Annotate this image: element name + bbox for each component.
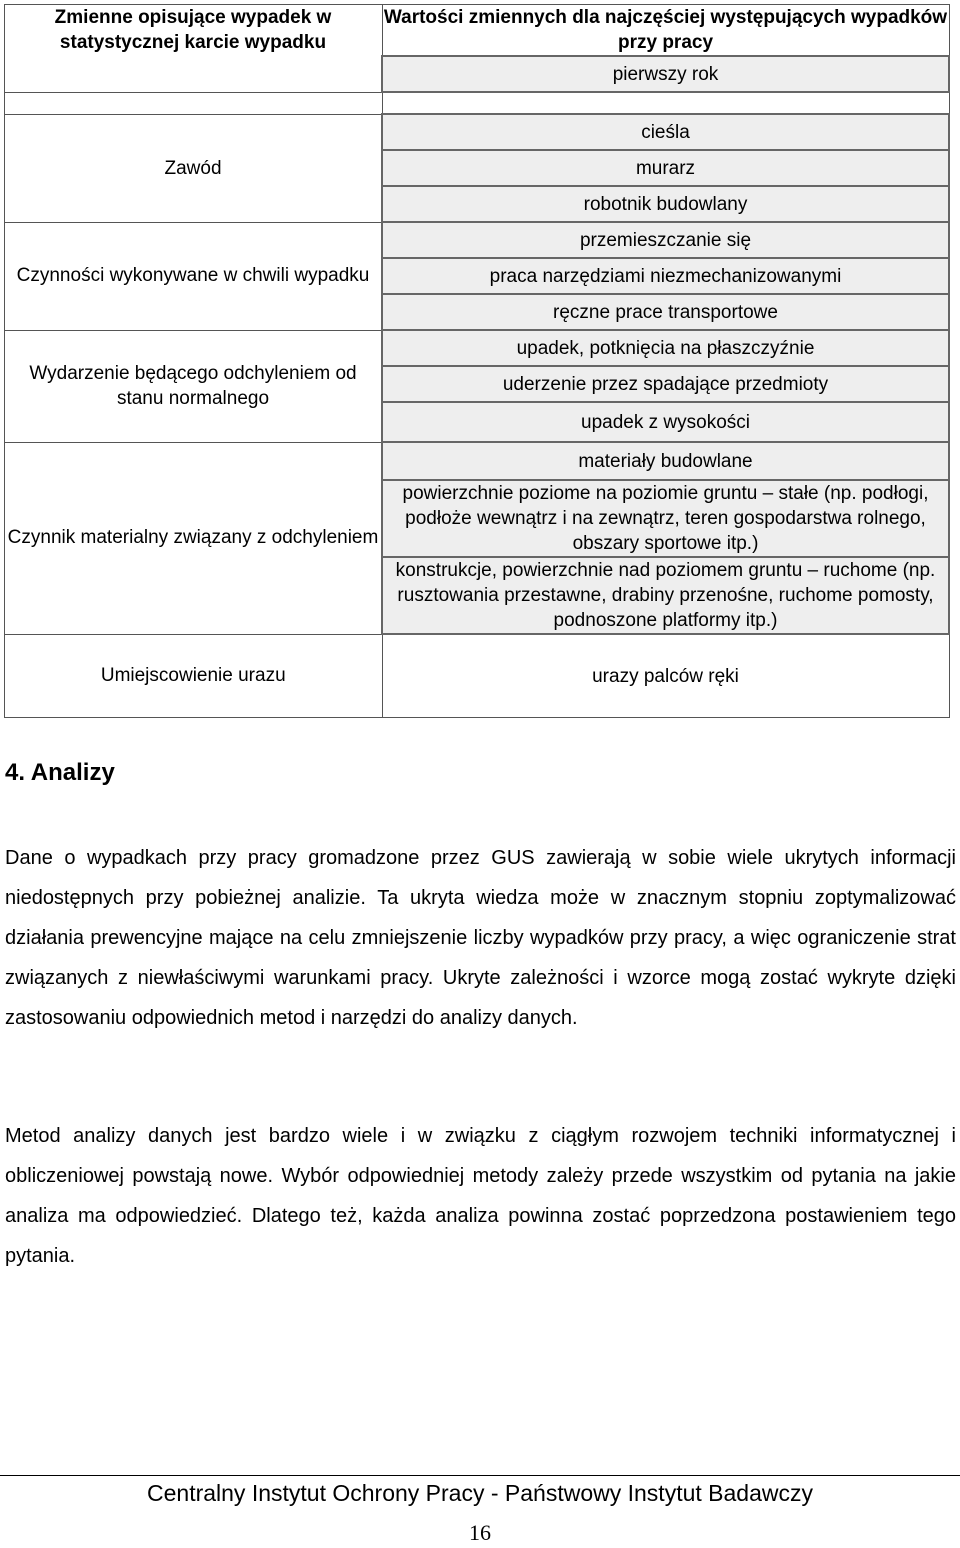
value-cell [382, 442, 949, 480]
header-left-cell [5, 5, 383, 93]
page-number: 16 [469, 1520, 491, 1545]
cell-text: praca narzędziami niezmechanizowanymi [489, 265, 842, 287]
value-cell [382, 330, 949, 366]
header-left-label: Zmienne opisujące wypadek w statystycznej karcie wypadku [54, 7, 332, 53]
value-cell [382, 480, 949, 557]
header-right-cell [382, 5, 949, 57]
row-label: Czynności wykonywane w chwili wypadku [16, 265, 370, 286]
cell-text: pierwszy rok [612, 63, 719, 85]
label-cell [5, 634, 383, 718]
cell-text: konstrukcje, powierzchnie nad poziomem gruntu – ruchome (np. rusztowania przestawne, drabiny przenośne, ruchome pomosty, podnoszone platformy itp.) [395, 560, 936, 631]
cell-text: cieśla [641, 121, 690, 143]
row-label: Wydarzenie będącego odchyleniem od stanu normalnego [29, 363, 357, 409]
label-cell [5, 114, 383, 222]
footer-divider [0, 1475, 960, 1476]
value-cell-spacer [382, 92, 949, 114]
cell-text: uderzenie przez spadające przedmioty [502, 373, 829, 395]
value-cell [382, 114, 949, 150]
header-right-label: Wartości zmiennych dla najczęściej występujących wypadków przy pracy [383, 7, 948, 53]
accident-variables-table [4, 4, 950, 718]
label-cell [5, 330, 383, 442]
table-row [5, 634, 950, 718]
cell-text: powierzchnie poziome na poziomie gruntu – stałe (np. podłogi, podłoże wewnątrz i na zewnątrz, teren gospodarstwa rolnego, obszary sportowe itp.) [402, 483, 929, 554]
value-cell [382, 294, 949, 330]
footer-institution: Centralny Instytut Ochrony Pracy - Państwowy Instytut Badawczy [147, 1480, 813, 1506]
value-cell [382, 634, 949, 718]
cell-text: robotnik budowlany [583, 193, 748, 215]
cell-text: materiały budowlane [578, 450, 753, 472]
label-cell [5, 442, 383, 634]
row-label: Czynnik materialny związany z odchyleniem [7, 527, 379, 548]
cell-text: urazy palców ręki [592, 665, 739, 687]
table-row [5, 442, 950, 480]
row-label: Zawód [164, 157, 222, 179]
section-heading: 4. Analizy [5, 759, 115, 786]
cell-text: murarz [635, 157, 696, 179]
paragraph: Dane o wypadkach przy pracy gromadzone przez GUS zawierają w sobie wiele ukrytych informacji niedostępnych przy pobieżnej analizie. Ta ukryta wiedza może w znacznym stopniu zoptymalizować działania prewencyjne mające na celu zmniejszenie liczby wypadków przy pracy, a więc ograniczenie strat związanych z niewłaściwymi warunkami pracy. Ukryte zależności i wzorce mogą zostać wykryte dzięki zastosowaniu odpowiednich metod i narzędzi do analizy danych. [5, 847, 956, 1029]
table-row [5, 222, 950, 258]
value-cell [382, 186, 949, 222]
value-cell [382, 366, 949, 402]
table-row [5, 92, 950, 114]
row-label: Umiejscowienie urazu [100, 665, 286, 687]
value-cell [382, 557, 949, 634]
label-cell [5, 222, 383, 330]
cell-text: ręczne prace transportowe [553, 301, 778, 323]
value-cell [382, 402, 949, 442]
value-cell [382, 150, 949, 186]
cell-text: przemieszczanie się [579, 229, 752, 251]
value-cell [382, 258, 949, 294]
table-row [5, 330, 950, 366]
table-row [5, 114, 950, 150]
value-cell [382, 222, 949, 258]
paragraph: Metod analizy danych jest bardzo wiele i w związku z ciągłym rozwojem techniki informatycznej i obliczeniowej powstają nowe. Wybór odpowiedniej metody zależy przede wszystkim od pytania na jakie analiza ma odpowiedzieć. Dlatego też, każda analiza powinna zostać poprzedzona postawieniem tego pytania. [5, 1125, 956, 1267]
cell-text: upadek, potknięcia na płaszczyźnie [516, 337, 815, 359]
cell-text: upadek z wysokości [581, 411, 750, 433]
label-cell-spacer [5, 92, 383, 114]
value-cell [382, 56, 949, 92]
table-header-row [5, 5, 950, 57]
